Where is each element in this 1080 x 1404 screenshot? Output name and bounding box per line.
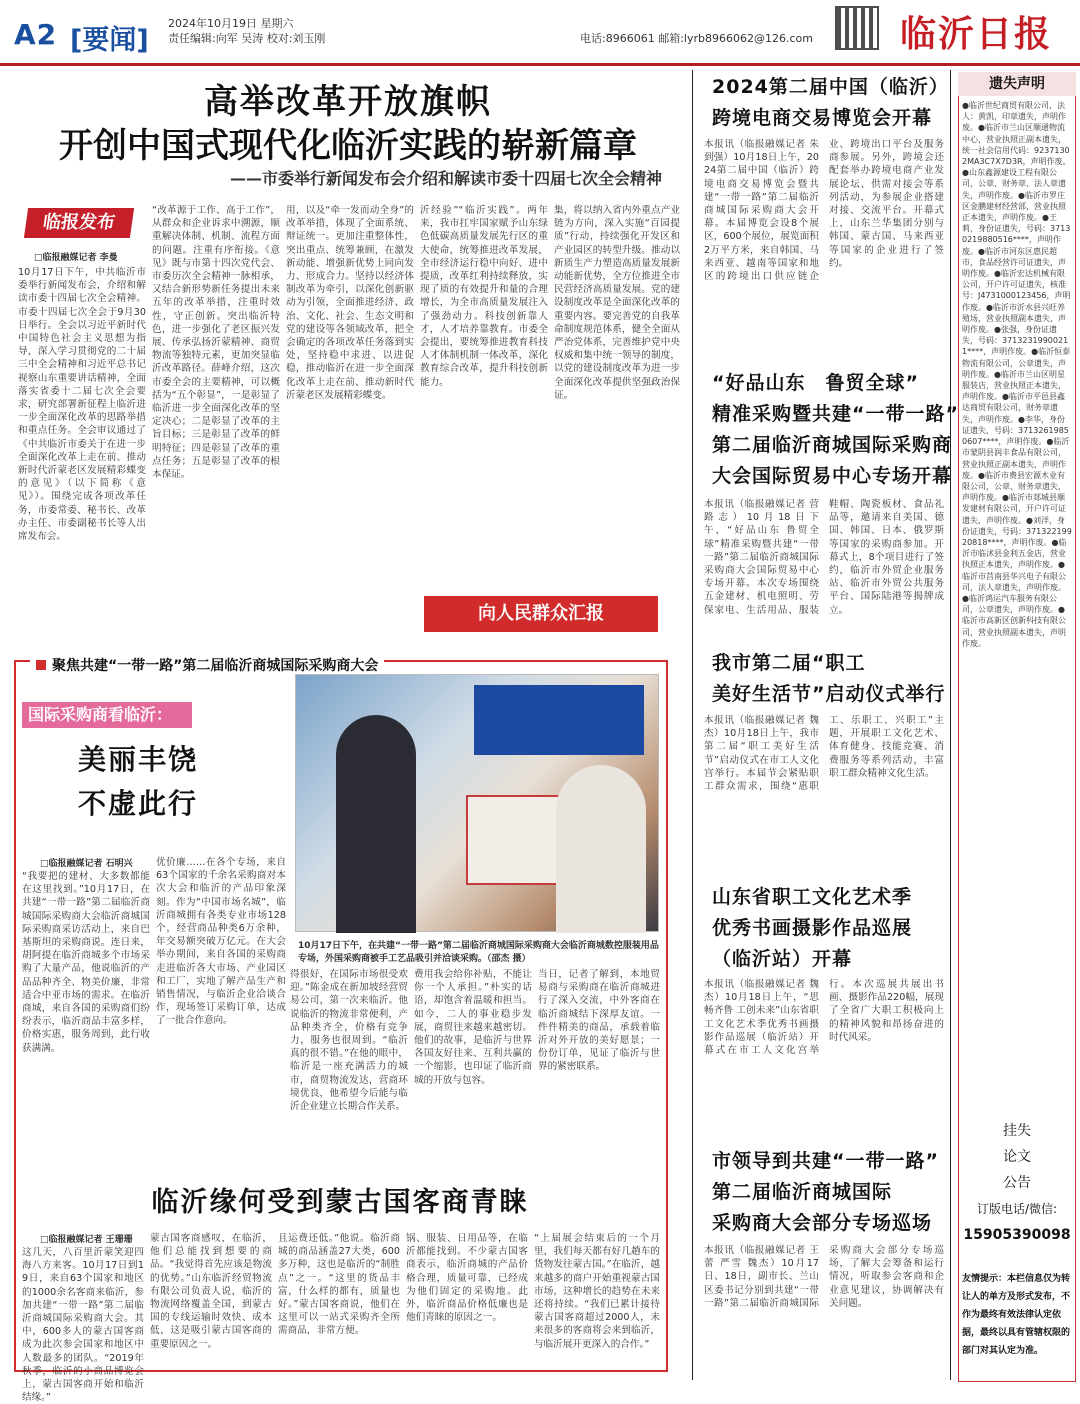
feature-box-title — [30, 655, 384, 675]
right-article-5-body: 本报讯（临报融媒记者 王蕾 严雪 魏杰）10月17日、18日，副市长、兰山区委书记分别到共建“一带一路”第二届临沂商城国际采购商大会部分专场巡场，了解大会筹备和运行情况，听取参会客商和企业意见建议，协调解决有关问题。 — [704, 1245, 944, 1309]
feature-kicker: 国际采购商看临沂： — [22, 702, 192, 728]
qr-code-icon — [835, 6, 879, 50]
lead-column-1: 10月17日下午，中共临沂市委举行新闻发布会，介绍和解读市委十四届七次全会精神。市委十四届七次全会于9月30日举行。全会以习近平新时代中国特色社会主义思想为指导，深入学习贯彻党的二十届三中全会精神和习近平总书记视察山东重要讲话精神，全面落实省委十二届七次全会要求，研究部署新征程上临沂进一步全面深化改革的思路举措和重点任务。全会审议通过了《中共临沂市委关于在进一步全面深化改革上走在前、推动新时代沂蒙老区发展精彩蝶变的意见》（以下简称《意见》）。围绕完成各项改革任务，市委常委、秘书长、改革办主任、市委副秘书长等人出席发布会。 — [18, 267, 146, 543]
lead-column-4: 沂经验”“临沂实践”。两年来，我市扛牢国家赋予山东绿色低碳高质量发展先行区的重大使命，统筹推进改革发展，全市经济运行稳中向好、进中提质，改革红利持续释放，实现了质的有效提升和量的合理增长，为全市高质量发展注入了强劲动力。科技创新靠人才，人才培养靠教育。市委全会提出，要统筹推进教育科技人才体制机制一体改革，深化教育综合改革，提升科技创新能力。 — [420, 205, 548, 388]
headline-line: 美好生活节”启动仪式举行 — [712, 683, 946, 705]
ad-line: 挂失 — [1003, 1123, 1031, 1139]
lead-subheadline: ——市委举行新闻发布会介绍和解读市委十四届七次全会精神 — [230, 169, 663, 188]
headline-line: 市领导到共建“一带一路” — [712, 1150, 939, 1172]
headline-line: 第二届临沂商城国际采购商 — [712, 434, 953, 456]
feature-headline-line2: 不虚此行 — [78, 787, 199, 820]
right-article-1-headline — [712, 72, 949, 134]
feature-column-1: “我要把的建材、大多数都能在这里找到。”10月17日，在共建“一带一路”第二届临沂商城国际采购商大会临沂商城国际采购商采访活动上，来自巴基斯坦的采购商说。连日来，胡阿提在临沂商城多个市场采购了大量产品，他说临沂的产品品种齐全、物美价廉，非常适合中亚市场的需求。在临沂商城，来自各国的采购商们纷纷表示，临沂商品丰富多样，价格实惠，服务周到，此行收获满满。 — [22, 871, 150, 1054]
lead-column-5: 集，将以纳入省内外重点产业链为方向，深入实施“百园提质”行动，持续强化开发区和产业园区的转型升级。推动以新质生产力塑造高质量发展新动能新优势，全方位推进全市民营经济高质量发展。党的建设制度改革是全面深化改革的重要内容。要完善党的自我革命制度规范体系，健全全面从严治党体系，完善维护党中央权威和集中统一领导的制度，以党的建设制度改革为进一步全面深化改革提供坚强政治保证。 — [554, 205, 680, 401]
issue-meta — [168, 16, 325, 46]
feature-byline: □临报融媒记者 石明兴 — [40, 859, 133, 869]
photo-booth-sign — [474, 685, 644, 755]
headline-line: 我市第二届“职工 — [712, 652, 866, 674]
ad-line: 公告 — [1003, 1175, 1031, 1191]
headline-line: （临沂站）开幕 — [712, 948, 853, 970]
column-divider — [692, 70, 693, 1380]
lead-byline: □临报融媒记者 李曼 — [34, 253, 118, 263]
mongolia-column-3: 且运费还低。”他说。临沂商城的商品涵盖27大类，600多万种，这也是临沂的“制胜点”之一。“这里的货品丰富，什么样的都有，质量也好。”蒙古国客商说，他们在这里可以一站式采购齐全所需商品，非常方便。 — [278, 1233, 400, 1337]
headline-line: 大会国际贸易中心专场开幕 — [712, 465, 953, 487]
feature-box-title-text: 聚焦共建“一带一路”第二届临沂商城国际采购商大会 — [52, 658, 379, 674]
photo-person — [336, 715, 416, 933]
headline-line: 优秀书画摄影作品巡展 — [712, 917, 913, 939]
feature-headline-line1: 美丽丰饶 — [78, 743, 199, 776]
lead-headline-line1: 高举改革开放旗帜 — [204, 82, 492, 122]
feature-column-5: 当日，记者了解到，本地贸易商与采购商在临沂商城进行了深入交流，中外客商在临沂商城结下深厚友谊。一件件精美的商品，承载着临沂对外开放的美好愿景；一份份订单，见证了临沂与世界的紧密联系。 — [538, 969, 660, 1073]
mongolia-column-1: 这几天，八百里沂蒙笑迎四海八方来客。10月17日到19日，来自63个国家和地区的1000余名客商来临沂，参加共建“一带一路”第二届临沂商城国际采购商大会。其中，600多人的蒙古国客商成为此次参会国家和地区中人数最多的团队。“2019年秋季，临沂的小商品博览会上，蒙古国客商开始和临沂结缘。” — [22, 1247, 144, 1404]
right-article-5-headline — [712, 1146, 939, 1239]
lost-notice-list: ●临沂世纪商贸有限公司，法人：黄凯，印章遗失，声明作废。●临沂市兰山区顺通物流中心，营业执照正副本遗失，统一社会信用代码：92371302MA3C7X7D3R，声明作废。●山东鑫源建设工程有限公司，公章、财务章、法人章遗失，声明作废。●临沂市罗庄区金鹏建材经营部，营业执照正本遗失，声明作废。●王莉，身份证遗失，号码：37130219880516****，声明作废。●临沂市河东区惠民超市，食品经营许可证遗失，声明作废。●临沂宏达机械有限公司，开户许可证遗失，核准号：J4731000123456，声明作废。●临沂市沂水县兴旺养殖场，营业执照副本遗失，声明作废。●张强，身份证遗失，号码：37132319900211****，声明作废。●临沂恒泰物流有限公司，公章遗失，声明作废。●临沂市兰山区明星服装店，营业执照正本遗失，声明作废。●临沂市平邑县鑫达商贸有限公司，财务章遗失，声明作废。●李华，身份证遗失，号码：37132619850607****，声明作废。●临沂市蒙阴县润丰食品有限公司，营业执照正副本遗失，声明作废。●临沂市费县宏源木业有限公司，公章、财务章遗失，声明作废。●临沂市郯城县顺发建材有限公司，开户许可证遗失，声明作废。●刘洋，身份证遗失，号码：37132219920818****，声明作废。●临沂市临沭县金利五金店，营业执照正本遗失，声明作废。●临沂市莒南县华兴电子有限公司，法人章遗失，声明作废。●临沂鸿运汽车服务有限公司，公章遗失，声明作废。●临沂市高新区创新科技有限公司，营业执照副本遗失，声明作废。 — [962, 101, 1072, 648]
friendly-reminder: 友情提示：本栏信息仅为转让人的单方及形式发布，不作为最终有效法律认定依据，最终以具有管辖权限的部门对其认定为准。 — [962, 1274, 1071, 1356]
headline-line: 精准采购暨共建“一带一路” — [712, 403, 959, 425]
lost-notice-title: 遗失声明 — [958, 72, 1076, 96]
mongolia-column-2: 蒙古国客商感叹，在临沂，他们总能找到想要的商品。“我觉得首先应该是物流的优势。”山东临沂经贸物流有限公司负责人说，临沂的物流网络覆盖全国，到蒙古国的专线运输时效快、成本低，这是吸引蒙古国客商的重要原因之一。 — [150, 1233, 272, 1350]
mongolia-column-5: “上届展会结束后的一个月里，我们每天都有好几趟车的货物发往蒙古国。”在临沂，越来越多的商户开始重视蒙古国市场，这种增长的趋势在未来还将持续。“我们已累计接待蒙古国客商超过2000人，未来很多的客商将会来到临沂，与临沂展开更深入的合作。” — [534, 1233, 660, 1350]
mongolia-column-4: 锅、服装、日用品等，在临沂都能找到。不少蒙古国客商表示，临沂商城的产品价格合理，质量可靠，已经成为他们固定的采购地。此外，临沂商品价格低廉也是他们青睐的原因之一。 — [406, 1233, 528, 1324]
classified-ad — [962, 1118, 1072, 1248]
ad-line: 论文 — [1003, 1149, 1031, 1165]
mongolia-byline: □临报融媒记者 王珊珊 — [40, 1235, 133, 1245]
editors: 责任编辑:向军 吴涛 校对:刘玉刚 — [168, 32, 326, 45]
headline-line: 山东省职工文化艺术季 — [712, 886, 913, 908]
right-article-1-body: 本报讯（临报融媒记者 朱到强）10月18日上午，2024第二届中国（临沂）跨境电商交易博览会暨共建“一带一路”第二届临沂商城国际采购商大会开幕。本届博览会设8个展区，600个展位，展览面积2万平方米，来自韩国、马来西亚、越南等国家和地区的跨境出口供应链企业、跨境出口平台及服务商参展。另外，跨境会还配套举办跨境电商产业发展论坛、供需对接会等系列活动，为参展企业搭建对接、交流平台。开幕式上，山东兰华集团分别与韩国、蒙古国、马来西亚等国家的企业进行了签约。 — [704, 139, 944, 283]
right-article-3-headline — [712, 648, 946, 710]
report-to-people-banner: 向人民群众汇报 — [424, 596, 658, 632]
newspaper-logo: 临沂日报 — [900, 13, 1053, 55]
lead-column-2: “改革源于工作、高于工作”，从群众和企业诉求中溯源，顺重解决体制、机制、流程方面的问题。注重有序衔接。《意见》既与市第十四次党代会、市委历次全会精神一脉相承，又结合新形势新任务提出未来五年的改革举措，注重时效性，守正创新。突出临沂特色，进一步强化了老区振兴发展、传承弘扬沂蒙精神、商贸物流等独特元素，更加突显临沂改革路径。薛峰介绍，这次市委全会的主要精神，可以概括为“五个彰显”，一是彰显了临沂进一步全面深化改革的坚定决心；二是彰显了改革的主旨目标；三是彰显了改革的鲜明特征；四是彰显了改革的重点任务；五是彰显了改革的根本保证。 — [152, 205, 280, 481]
photo-caption: 10月17日下午，在共建“一带一路”第二届临沂商城国际采购商大会临沂商城数控服装用品专场，外国采购商被手工艺品吸引并洽谈采购。（邵杰 摄） — [298, 941, 659, 964]
headline-line: 跨境电商交易博览会开幕 — [712, 107, 933, 129]
headline-line: 采购商大会部分专场巡场 — [712, 1212, 933, 1234]
ad-phone: 15905390098 — [963, 1227, 1071, 1243]
lead-column-3: 用，以及“牵一发而动全身”的改革举措，体现了全面系统、辩证统一。更加注重整体性，突出重点、统筹兼顾，在激发新动能、增强新优势上同向发力、形成合力。坚持以经济体制改革为牵引，以深化创新驱动为引领，全面推进经济、政治、文化、社会、生态文明和党的建设等各领域改革，把全会确定的各项改革任务落到实处，坚持稳中求进、以进促稳，推动临沂在进一步全面深化改革上走在前、推动新时代沂蒙老区发展精彩蝶变。 — [286, 205, 414, 401]
issue-date: 2024年10月19日 星期六 — [168, 17, 294, 30]
right-article-4-body: 本报讯（临报融媒记者 魏杰）10月18日上午，“思畅齐鲁 工创未来”山东省职工文化艺术季优秀书画摄影作品巡展（临沂站）开幕式在市工人文化宫举行。本次巡展共展出书画、摄影作品220幅，展现了全省广大职工积极向上的精神风貌和昂扬奋进的时代风采。 — [704, 979, 944, 1057]
mongolia-headline: 临沂缘何受到蒙古国客商青睐 — [151, 1187, 529, 1218]
press-release-stamp: 临报发布 — [24, 208, 134, 238]
feature-column-3: 得很好，在国际市场很受欢迎。”陈金成在新加坡经营贸易公司，第一次来临沂。他说临沂的物流非常便利，产品种类齐全，价格有竞争力，服务也很周到。“临沂真的很不错。”在他的眼中，临沂是一座充满活力的城市，商贸物流发达，营商环境优良，他希望今后能与临沂企业建立长期合作关系。 — [290, 969, 408, 1113]
section-label: [要闻] — [70, 25, 149, 56]
feature-headline — [78, 738, 198, 826]
right-article-2-body: 本报讯（临报融媒记者 营路志）10月18日下午，“好品山东 鲁贸全球”精准采购暨共建“一带一路”第二届临沂商城国际采购商大会国际贸易中心专场开幕。本次专场围绕五金建材、机电照明、劳保家电、生活用品、服装鞋帽、陶瓷板材、食品礼品等，邀请来自美国、德国、韩国、日本、俄罗斯等国家的采购商参加。开幕式上，8个项目进行了签约，临沂市外贸企业服务站、临沂市外贸公共服务平台、国际陆港等揭牌成立。 — [704, 499, 944, 616]
contact-info: 电话:8966061 邮箱:lyrb8966062@126.com — [580, 32, 813, 45]
feature-column-2: 优价廉……在各个专场，来自63个国家的千余名采购商对本次大会和临沂的产品印象深刻。作为“中国市场名城”，临沂商城拥有各类专业市场128个，经营商品种类6万余种，年交易额突破万亿元。在大会举办期间，来自各国的采购商走进临沂各大市场、产业园区和工厂，实地了解产品生产和销售情况，与临沂企业洽谈合作，现场签订采购订单，达成了一批合作意向。 — [156, 857, 286, 1027]
headline-line: 第二届临沂商城国际 — [712, 1181, 893, 1203]
page-number: A2 — [14, 18, 58, 51]
feature-column-4: 费用我会给你补贴，不能让你一个人承担。”朴实的话语，却饱含着温暖和担当。如今，二人的事业稳步发展，商贸往来越来越密切。他们的故事，是临沂与世界各国友好往来、互利共赢的一个缩影，也印证了临沂商城的开放与包容。 — [414, 969, 532, 1086]
ad-line: 订版电话/微信: — [976, 1202, 1058, 1216]
right-article-4-headline — [712, 882, 912, 975]
column-divider — [950, 70, 951, 1380]
right-article-3-body: 本报讯（临报融媒记者 魏杰）10月18日上午，我市第二届“职工美好生活节”启动仪式在市工人文化宫举行。本届节会紧贴职工群众需求，围绕“惠职工、乐职工、兴职工”主题，开展职工文化艺术、体育健身、技能竞赛、消费服务等系列活动，丰富职工群众精神文化生活。 — [704, 715, 944, 793]
red-square-icon — [36, 660, 46, 670]
news-photo — [295, 674, 659, 932]
right-article-2-headline — [712, 368, 959, 492]
headline-line: “好品山东 鲁贸全球” — [712, 372, 919, 394]
photo-person — [556, 765, 646, 933]
headline-line: 2024第二届中国（临沂） — [712, 76, 949, 98]
lead-headline-line2: 开创中国式现代化临沂实践的崭新篇章 — [59, 126, 637, 166]
